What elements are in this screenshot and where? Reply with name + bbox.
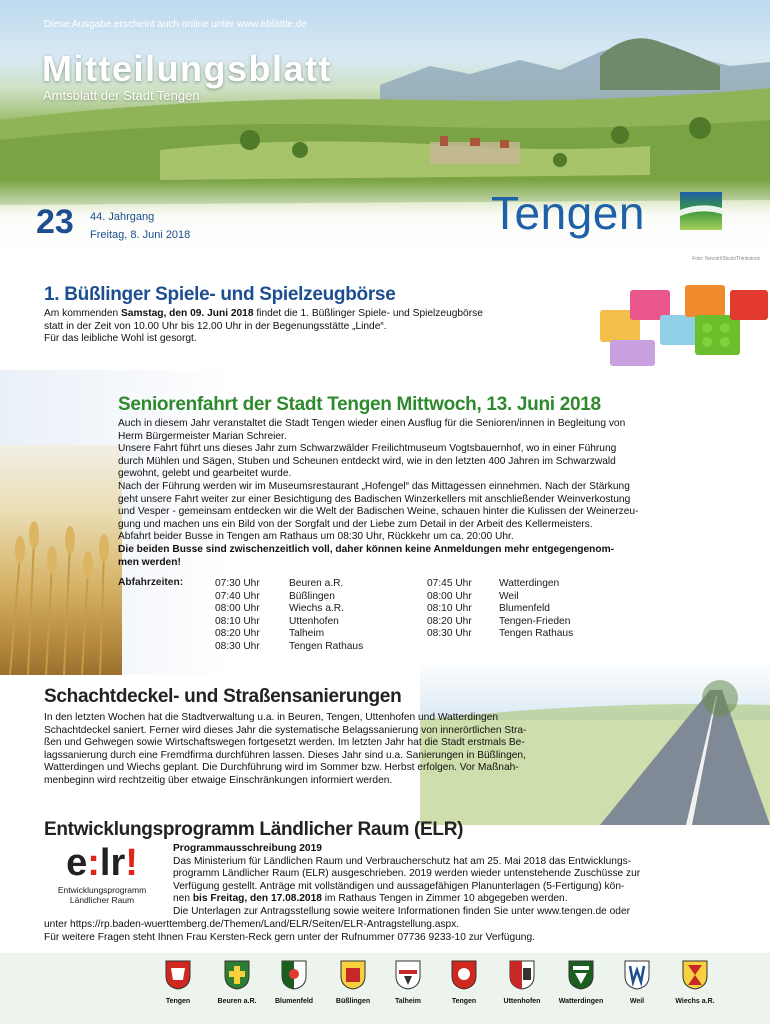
crest-label: Wiechs a.R. <box>675 998 715 1005</box>
crest-label: Blumenfeld <box>274 998 314 1005</box>
crest-item <box>549 960 613 1005</box>
article3-line: lagssanierung durch eine Fremdfirma durchführen lassen. Dieses Jahr sind u.a. Sanierungen in Büßlingen, <box>44 749 526 761</box>
article3-title: Schachtdeckel- und Straßensanierungen <box>44 686 402 707</box>
departure-time: 08:30 Uhr <box>215 640 260 652</box>
departures-label: Abfahrzeiten: <box>118 577 184 588</box>
crest-item <box>490 960 554 1005</box>
article4-url: unter https://rp.baden-wuerttemberg.de/Themen/Land/ELR/Seiten/ELR-Antragstellung.aspx. <box>44 919 460 930</box>
departures-left-places <box>289 578 363 654</box>
crest-label: Weil <box>629 998 645 1005</box>
wheat-field-image <box>0 445 122 675</box>
town-logo-text: Tengen <box>491 187 645 239</box>
departures-right-places <box>499 578 573 641</box>
article4-line: im Rathaus Tengen in Zimmer 10 abgegeben werden. <box>321 893 568 905</box>
article3-line: Schachtdeckel saniert. Ferner wird dieses Jahr die systematische Belagssanierung von innerörtlichen Stra- <box>44 724 527 736</box>
crest-item <box>376 960 440 1005</box>
crest-label: Talheim <box>395 998 421 1005</box>
article2-title: Seniorenfahrt der Stadt Tengen Mittwoch, 13. Juni 2018 <box>118 394 601 415</box>
issue-volume: 44. Jahrgang <box>90 211 155 223</box>
article3-line: menbeginn wird rechtzeitig über etwaige Einschränkungen informiert werden. <box>44 774 393 786</box>
crest-icon <box>340 960 366 990</box>
article4-body <box>173 843 733 919</box>
departure-time: 08:20 Uhr <box>427 615 472 627</box>
crest-item <box>605 960 669 1005</box>
departure-time: 08:10 Uhr <box>215 615 260 627</box>
crest-item <box>205 960 269 1005</box>
article2-line: durch Mühlen und Sägen, Stuben und Scheunen entdeckt wird, wie in den letzten 400 Jahren im Schwarzwald <box>118 455 616 467</box>
article1-text: Am kommenden <box>44 308 122 319</box>
article1-text: Für das leibliche Wohl ist gesorgt. <box>44 333 197 345</box>
article3-line: ßen und Gehwegen sowie Wirtschaftswegen fortgesetzt werden. Im letzten Jahr hat die Stadt erstmals Be- <box>44 737 525 749</box>
departure-place: Talheim <box>289 628 325 640</box>
article2-line: Unsere Fahrt führt uns dieses Jahr zum Schwarzwälder Freilichtmuseum Vogtsbauernhof, wo in einer Führung <box>118 443 617 455</box>
elr-logo-text: e:lr! <box>66 842 138 884</box>
article2-line: Abfahrt beider Busse in Tengen am Rathaus um 08:30 Uhr, Rückkehr um ca. 20:00 Uhr. <box>118 531 514 543</box>
article2-line: Nach der Führung werden wir im Museumsrestaurant „Hofengel“ das Mittagessen einnehmen. Nach der Stärkung <box>118 480 630 492</box>
article1-title: 1. Büßlinger Spiele- und Spielzeugbörse <box>44 284 396 305</box>
departure-place: Watterdingen <box>499 578 560 589</box>
departures-left-times <box>215 578 260 654</box>
town-logo-icon <box>680 192 722 230</box>
crest-label: Uttenhofen <box>503 998 541 1005</box>
departure-place: Beuren a.R. <box>289 578 344 589</box>
article4-line: Die Unterlagen zur Antragsstellung sowie weitere Informationen finden Sie unter www.tengen.de oder <box>173 905 631 917</box>
departure-place: Wiechs a.R. <box>289 603 344 615</box>
article2-notice: Die beiden Busse sind zwischenzeitlich voll, daher können keine Anmeldungen mehr entgegengenom- <box>118 543 615 555</box>
departure-time: 08:30 Uhr <box>427 628 472 640</box>
crest-item <box>432 960 496 1005</box>
article3-line: In den letzten Wochen hat die Stadtverwaltung u.a. in Beuren, Tengen, Uttenhofen und Watterdingen <box>44 712 499 723</box>
article2-line: geht unsere Fahrt weiter zur einer Besichtigung des Badischen Winzerkellers mit anschließender Weinverkostung <box>118 493 631 505</box>
crest-icon <box>624 960 650 990</box>
crest-label: Tengen <box>165 998 191 1005</box>
departure-place: Tengen-Frieden <box>499 615 571 627</box>
article4-line: Das Ministerium für Ländlichen Raum und Verbraucherschutz hat am 25. Mai 2018 das Entwicklungs- <box>173 855 632 867</box>
crest-icon <box>395 960 421 990</box>
crest-icon <box>509 960 535 990</box>
departures-right-times <box>427 578 472 641</box>
article2-notice: men werden! <box>118 556 181 568</box>
article2-line: Herm Bürgermeister Marian Schreier. <box>118 430 287 442</box>
crest-icon <box>281 960 307 990</box>
issue-number: 23 <box>36 203 74 241</box>
article2-line: gung und machen uns ein Bild von der Sorgfalt und der Liebe zum Detail in der Arbeit des Kellermeisters. <box>118 518 593 530</box>
departure-place: Tengen Rathaus <box>499 628 574 640</box>
issue-date: Freitag, 8. Juni 2018 <box>90 229 191 241</box>
article1-text: statt in der Zeit von 10.00 Uhr bis 12.00 Uhr in der Begenungsstätte „Linde“. <box>44 320 387 332</box>
article4-title: Entwicklungsprogramm Ländlicher Raum (ELR) <box>44 819 464 840</box>
article2-line: und Vesper - gemeinsam entdecken wir die Welt der Badischen Weine, schauen hinter die Kulissen der Weinerzeu- <box>118 506 639 518</box>
article4-tail <box>44 919 744 944</box>
departure-place: Blumenfeld <box>499 603 550 615</box>
departure-time: 07:45 Uhr <box>427 578 472 589</box>
masthead-banner <box>0 0 770 262</box>
elr-logo <box>40 843 164 919</box>
crest-icon <box>568 960 594 990</box>
departure-time: 07:40 Uhr <box>215 590 260 602</box>
departure-time: 08:20 Uhr <box>215 628 260 640</box>
departure-time: 08:00 Uhr <box>427 590 472 602</box>
departure-time: 08:00 Uhr <box>215 603 260 615</box>
article4-line: Verfügung gestellt. Anträge mit vollständigen und aussagefähigen Planunterlagen (5-Fertigung) kön- <box>173 880 625 892</box>
departure-place: Uttenhofen <box>289 615 339 627</box>
crest-icon <box>451 960 477 990</box>
article2-line: Auch in diesem Jahr veranstaltet die Stadt Tengen wieder einen Ausflug für die Senioren/innen in Begleitung von <box>118 418 626 429</box>
crest-label: Tengen <box>451 998 477 1005</box>
crest-label: Beuren a.R. <box>217 998 257 1005</box>
crest-icon <box>165 960 191 990</box>
departure-place: Tengen Rathaus <box>289 640 364 652</box>
crest-label: Watterdingen <box>558 998 604 1005</box>
article4-line: nen <box>173 893 193 905</box>
masthead-subtitle: Amtsblatt der Stadt Tengen <box>43 88 200 103</box>
departure-place: Weil <box>499 590 519 602</box>
elr-logo-caption: Entwicklungsprogramm <box>57 885 147 895</box>
article1-body <box>44 308 584 346</box>
article2-body <box>118 418 718 569</box>
elr-logo-caption: Ländlicher Raum <box>69 895 135 905</box>
article4-contact: Für weitere Fragen steht Ihnen Frau Kersten-Reck gern unter der Rufnummer 07736 9233-10 zur Verfügung. <box>44 931 535 943</box>
departure-time: 08:10 Uhr <box>427 603 472 615</box>
toy-blocks-image <box>590 270 770 370</box>
crest-item <box>663 960 727 1005</box>
departure-place: Büßlingen <box>289 590 335 602</box>
article3-body <box>44 712 604 788</box>
masthead-title: Mitteilungsblatt <box>42 48 332 89</box>
crest-item <box>146 960 210 1005</box>
article4-line: programm Ländlicher Raum (ELR) ausgeschrieben. 2019 werden wieder untenstehende Zuschüsse zur <box>173 868 641 880</box>
article2-line: gewohnt, gelebt und gearbeitet wurde. <box>118 468 292 480</box>
article4-subheading: Programmausschreibung 2019 <box>173 843 322 854</box>
article3-line: Watterdingen und Wiechs geplant. Die Durchführung wird im Sommer bzw. Herbst erfolgen. Vor Maßnah- <box>44 762 519 774</box>
crest-icon <box>682 960 708 990</box>
photo-credit: Foto: Novotr/iStock/Thinkstock <box>692 256 760 262</box>
crest-item <box>262 960 326 1005</box>
article1-date: Samstag, den 09. Juni 2018 <box>121 308 254 319</box>
article4-deadline: bis Freitag, den 17.08.2018 <box>192 893 322 905</box>
departure-time: 07:30 Uhr <box>215 578 260 589</box>
crest-label: Büßlingen <box>335 998 371 1005</box>
online-note: Diese Ausgabe erscheint auch online unter www.eblättle.de <box>44 19 307 30</box>
crest-icon <box>224 960 250 990</box>
article1-text: findet die 1. Büßlinger Spiele- und Spielzeugbörse <box>253 308 483 319</box>
